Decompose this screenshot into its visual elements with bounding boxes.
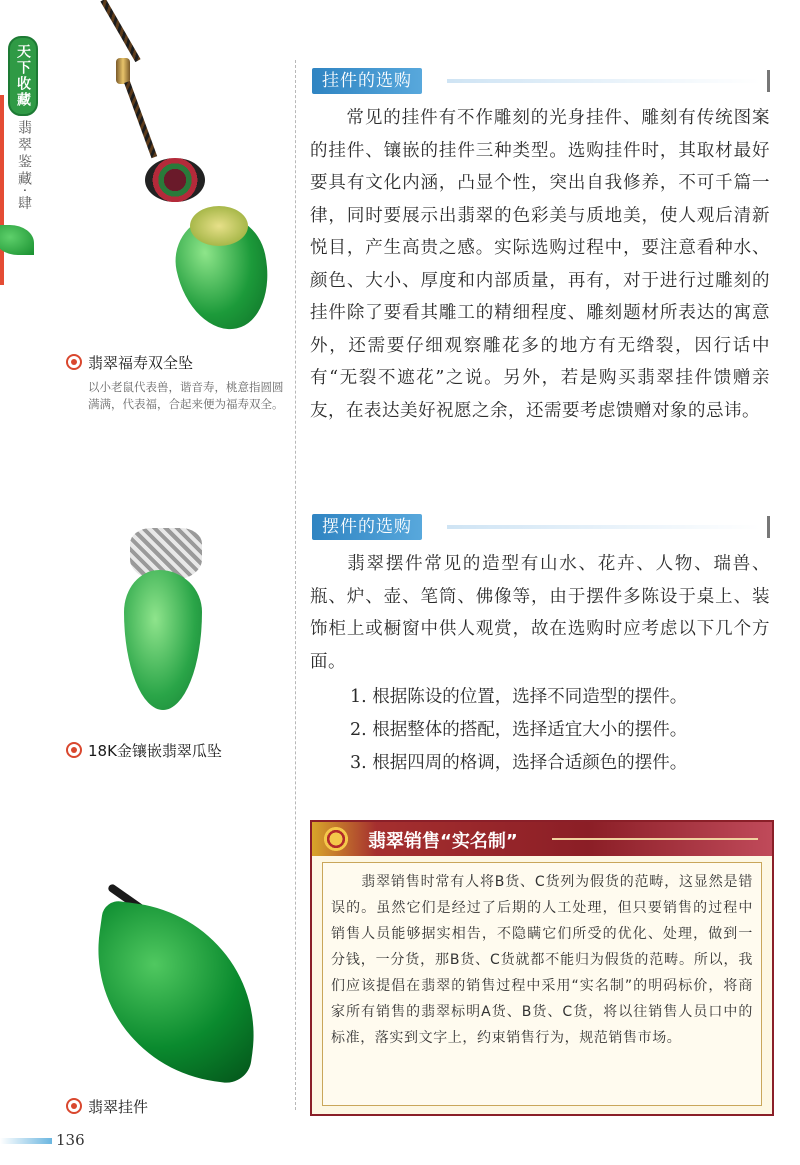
list-item: 2. 根据整体的搭配，选择适宜大小的摆件。 [350,720,688,740]
bullet-icon [66,1098,82,1114]
paragraph-text: 翡翠摆件常见的造型有山水、花卉、人物、瑞兽、瓶、炉、壶、笔筒、佛像等，由于摆件多陈设于桌上、装饰柜上或橱窗中供人观赏，故在选购时应考虑以下几个方面。 [310,554,770,672]
bullet-icon [66,742,82,758]
section-rule [447,79,760,83]
box-content [322,862,762,1106]
jade-mouse-carving-image [190,206,248,246]
caption-fushou [66,352,288,413]
pendant-cord [100,0,140,62]
section-header-pendant [312,68,770,96]
caption-description: 以小老鼠代表兽，谐音寿，桃意指圆圆满满，代表福，合起来便为福寿双全。 [88,380,284,411]
section-header-ornament [312,514,770,542]
sidebar-info-box [310,820,774,1116]
caption-leaf [66,1096,148,1117]
column-divider [295,60,296,1110]
section-paragraph [310,548,770,678]
box-text: 翡翠销售时常有人将B货、C货列为假货的范畴，这显然是错误的。虽然它们是经过了后期的人工处理，但只要销售的过程中销售人员能够据实相告，不隐瞒它们所受的优化、处理，做到一分钱，一分货，那B货、C货就都不能归为假货的范畴。所以，我们应该提倡在翡翠的销售过程中采用“实名制”的明码标价，将商家所有销售的翡翠标明A货、B货、C货，将以往销售人员口中的标准，落实到文字上，约束销售行为，规范销售市场。 [331,874,753,1046]
list-item: 1. 根据陈设的位置，选择不同造型的摆件。 [350,687,688,707]
box-text-block [331,869,753,1051]
pendant-bead [116,58,130,84]
section-rule [447,525,760,529]
series-title: 翡翠鉴藏·肆 [16,120,32,213]
pendant-cord [124,81,157,158]
section-heading: 摆件的选购 [312,514,422,540]
box-header [312,822,772,856]
series-badge: 天下收藏 [8,36,38,116]
cloud-swirl-icon [318,827,354,851]
side-jade-leaf-icon [0,225,34,255]
pendant-knot [145,158,205,202]
caption-gourd [66,740,222,761]
box-title: 翡翠销售“实名制” [368,831,518,852]
section-bar [767,516,770,538]
page-number: 136 [56,1131,85,1149]
box-title-rule [552,838,758,840]
caption-title: 翡翠福寿双全坠 [88,354,194,372]
list-item: 3. 根据四周的格调，选择合适颜色的摆件。 [350,753,688,773]
page-number-bar [0,1138,52,1144]
section-bar [767,70,770,92]
caption-title: 18K金镶嵌翡翠瓜坠 [88,742,222,760]
side-color-strip [0,95,4,285]
section-heading: 挂件的选购 [312,68,422,94]
section-paragraph [310,102,770,427]
jade-gourd-pendant-image [124,570,202,710]
paragraph-text: 常见的挂件有不作雕刻的光身挂件、雕刻有传统图案的挂件、镶嵌的挂件三种类型。选购挂件时，其取材最好要具有文化内涵，凸显个性，突出自我修养，不可千篇一律，同时要展示出翡翠的色彩美与质地美，使人观后清新悦目，产生高贵之感。实际选购过程中，要注意看种水、颜色、大小、厚度和内部质量，再有，对于进行过雕刻的挂件除了要看其雕工的精细程度、雕刻题材所表达的寓意外，还需要仔细观察雕花多的地方有无绺裂，因行话中有“无裂不遮花”之说。另外，若是购买翡翠挂件馈赠亲友，在表达美好祝愿之余，还需要考虑馈赠对象的忌讳。 [310,108,770,421]
caption-title: 翡翠挂件 [88,1098,149,1116]
jade-leaf-pendant-image [81,899,270,1086]
bullet-icon [66,354,82,370]
